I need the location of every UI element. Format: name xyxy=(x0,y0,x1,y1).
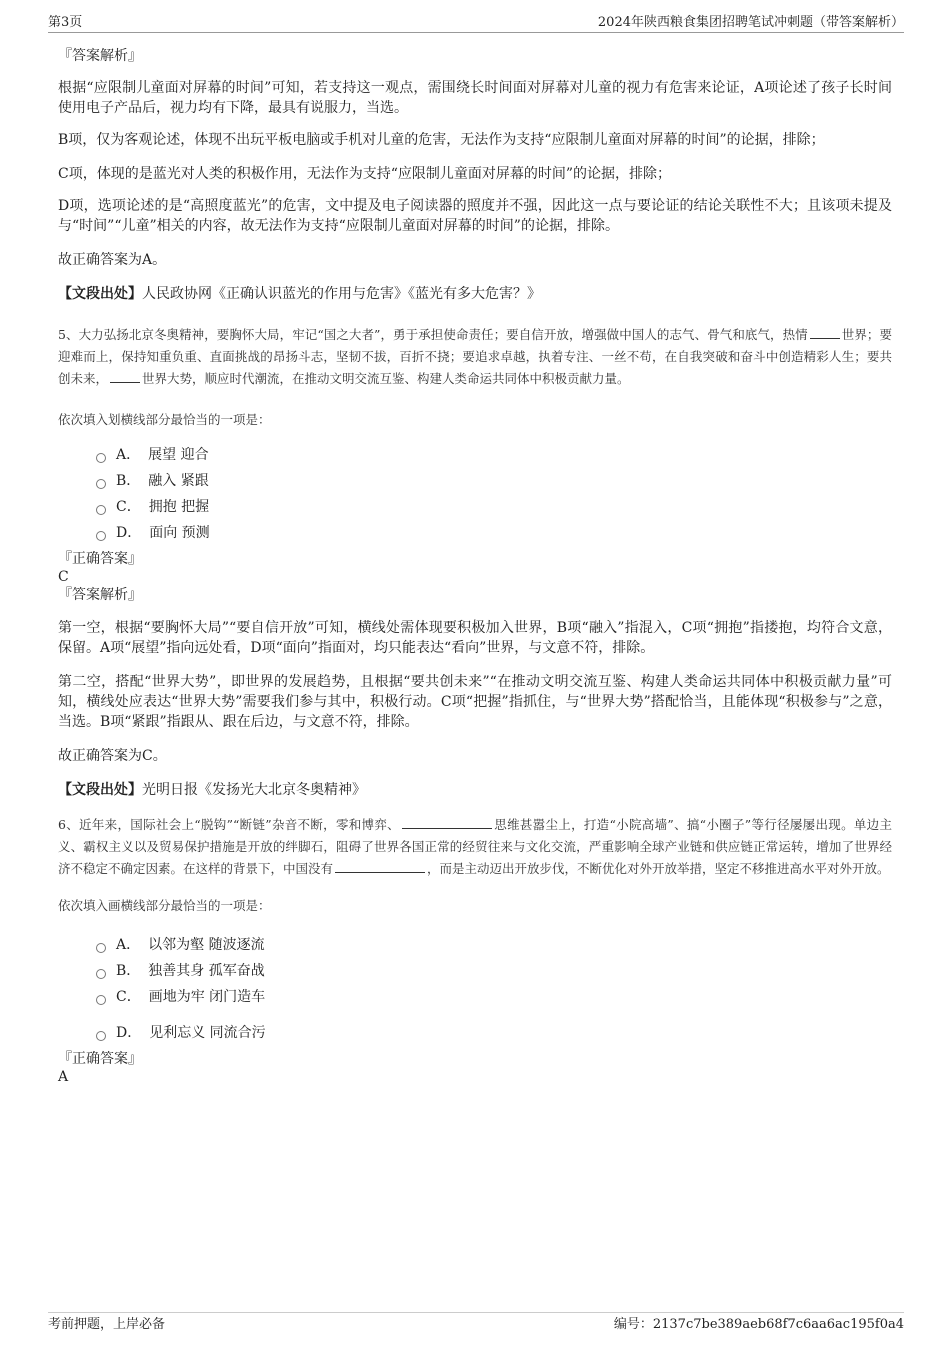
q4-analysis-label: 『答案解析』 xyxy=(58,48,142,64)
option-b[interactable]: B． 独善其身 孤军奋战 xyxy=(96,958,892,984)
radio-button[interactable] xyxy=(96,1031,106,1041)
question-6-options xyxy=(58,932,892,1046)
q5-correct-answer: C xyxy=(58,569,69,585)
radio-button[interactable] xyxy=(96,943,106,953)
q6-correct-answer: A xyxy=(58,1069,69,1085)
q5-analysis-label: 『答案解析』 xyxy=(58,587,142,603)
fill-blank xyxy=(402,816,492,829)
question-6-stem: 6、近年来，国际社会上“脱钩”“断链”杂音不断，零和博弈、 思维甚嚣尘上，打造“小院高墙”、搞“小圈子”等行径屡屡出现。单边主义、霸权主义以及贸易保护措施是开放的绊脚石，阻碍了世界各国正常的经贸往来与文化交流，严重影响全球产业链和供应链正常运转，增加了世界经济不稳定不确定因素。在这样的背景下，中国没有 ，而是主动迈出开放步伐，不断优化对外开放举措，坚定不移推进高水平对外开放。 xyxy=(58,817,892,876)
radio-button[interactable] xyxy=(96,479,106,489)
page-content xyxy=(58,46,892,1086)
question-5-stem: 5、大力弘扬北京冬奥精神，要胸怀大局，牢记“国之大者”，勇于承担使命责任；要自信开放，增强做中国人的志气、骨气和底气，热情 世界；要迎难而上，保持知重负重、直面挑战的昂扬斗志，坚韧不拔，百折不挠；要追求卓越，执着专注、一丝不苟，在自我突破和奋斗中创造精彩人生；要共创未来， 世界大势，顺应时代潮流，在推动文明交流互鉴、构建人类命运共同体中积极贡献力量。 xyxy=(58,327,892,386)
q4-analysis-para: 根据“应限制儿童面对屏幕的时间”可知，若支持这一观点，需围绕长时间面对屏幕对儿童的视力有危害来论证，A项论述了孩子长时间使用电子产品后，视力均有下降，最具有说服力，当选。 xyxy=(58,80,892,116)
q4-analysis-para: D项，选项论述的是“高照度蓝光”的危害，文中提及电子阅读器的照度并不强，因此这一点与要论证的结论关联性不大；且该项未提及与“时间”“儿童”相关的内容，故无法作为支持“应限制儿童面对屏幕的时间”的论据，排除。 xyxy=(58,198,892,234)
radio-button[interactable] xyxy=(96,531,106,541)
q5-analysis-para: 第二空，搭配“世界大势”，即世界的发展趋势，且根据“要共创未来”“在推动文明交流互鉴、构建人类命运共同体中积极贡献力量”可知，横线处应表达“世界大势”需要我们参与其中，积极行动。C项“把握”指抓住，与“世界大势”搭配恰当，且能体现“积极参与”之意，当选。B项“紧跟”指跟从、跟在后边，与文意不符，排除。 xyxy=(58,674,892,730)
footer-slogan: 考前押题，上岸必备 xyxy=(48,1317,166,1332)
option-d[interactable]: D． 见利忘义 同流合污 xyxy=(96,1020,892,1046)
fill-blank xyxy=(810,326,840,339)
q4-analysis-para: B项，仅为客观论述，体现不出玩平板电脑或手机对儿童的危害，无法作为支持“应限制儿童面对屏幕的时间”的论据，排除； xyxy=(58,132,825,148)
source-text: 光明日报《发扬光大北京冬奥精神》 xyxy=(142,782,366,798)
option-d[interactable]: D． 面向 预测 xyxy=(96,520,892,546)
q5-source xyxy=(58,780,892,800)
option-c[interactable]: C． 画地为牢 闭门造车 xyxy=(96,984,892,1010)
q5-analysis-para: 第一空，根据“要胸怀大局”“要自信开放”可知，横线处需体现要积极加入世界，B项“融入”指混入，C项“拥抱”指搂抱，均符合文意，保留。A项“展望”指向远处看，D项“面向”指面对，均只能表达“看向”世界，与文意不符，排除。 xyxy=(58,620,892,656)
option-b[interactable]: B． 融入 紧跟 xyxy=(96,468,892,494)
source-label: 【文段出处】 xyxy=(58,286,142,302)
page-footer xyxy=(48,1312,904,1335)
q4-source xyxy=(58,284,892,304)
document-title: 2024年陕西粮食集团招聘笔试冲刺题（带答案解析） xyxy=(597,15,904,30)
q5-conclusion: 故正确答案为C。 xyxy=(58,748,167,764)
radio-button[interactable] xyxy=(96,969,106,979)
q6-correct-label: 『正确答案』 xyxy=(58,1051,142,1067)
document-id: 编号：2137c7be389aeb68f7c6aa6ac195f0a4 xyxy=(613,1317,904,1332)
question-5-options xyxy=(58,442,892,546)
page-header xyxy=(48,14,904,33)
page-number: 第3页 xyxy=(48,15,83,30)
radio-button[interactable] xyxy=(96,453,106,463)
radio-button[interactable] xyxy=(96,995,106,1005)
option-c[interactable]: C． 拥抱 把握 xyxy=(96,494,892,520)
source-text: 人民政协网《正确认识蓝光的作用与危害》《蓝光有多大危害？》 xyxy=(142,286,541,302)
question-5-prompt: 依次填入划横线部分最恰当的一项是： xyxy=(58,412,271,427)
source-label: 【文段出处】 xyxy=(58,782,142,798)
question-6-prompt: 依次填入画横线部分最恰当的一项是： xyxy=(58,898,271,913)
fill-blank xyxy=(110,370,140,383)
option-a[interactable]: A． 展望 迎合 xyxy=(96,442,892,468)
radio-button[interactable] xyxy=(96,505,106,515)
q4-analysis-para: C项，体现的是蓝光对人类的积极作用，无法作为支持“应限制儿童面对屏幕的时间”的论据，排除； xyxy=(58,166,672,182)
q4-conclusion: 故正确答案为A。 xyxy=(58,252,167,268)
fill-blank xyxy=(335,860,425,873)
option-a[interactable]: A． 以邻为壑 随波逐流 xyxy=(96,932,892,958)
q5-correct-label: 『正确答案』 xyxy=(58,551,142,567)
